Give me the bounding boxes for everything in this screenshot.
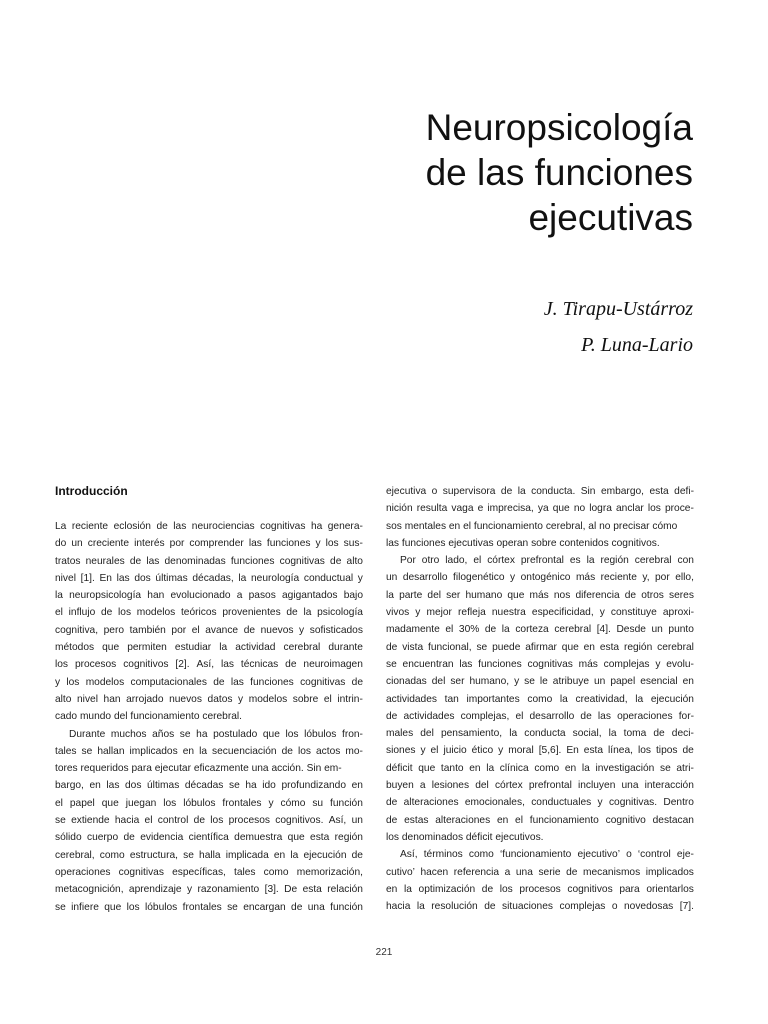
title-line-1: Neuropsicología xyxy=(425,107,693,148)
text-line: se infiere que los lóbulos frontales se encargan de una función xyxy=(55,901,363,913)
text-line: se extiende hacia el control de los procesos cognitivos. Así, un xyxy=(55,815,363,827)
text-line: de estas alteraciones en el funcionamiento cognitivo destacan xyxy=(386,814,694,826)
text-line: tales se hallan implicados en la secuenciación de los actos mo- xyxy=(55,745,363,757)
text-line: bargo, en las dos últimas décadas se ha ido profundizando en xyxy=(55,780,363,792)
text-line: cerebral, como estructura, se halla implicada en la ejecución de xyxy=(55,849,363,861)
text-line: operaciones cognitivas específicas, tales como memorización, xyxy=(55,866,363,878)
text-line: nivel [1]. En las dos últimas décadas, la neurología conductual y xyxy=(55,572,363,584)
text-line: la parte del ser humano que más nos diferencia de otros seres xyxy=(386,589,694,601)
page-number: 221 xyxy=(375,947,393,958)
text-line: madamente el 30% de la corteza cerebral [4]. Desde un punto xyxy=(386,624,694,636)
text-line: de alteraciones emocionales, conductuales y cognitivas. Dentro xyxy=(386,797,694,809)
text-line: La reciente eclosión de las neurociencias cognitivas ha genera- xyxy=(55,521,363,532)
text-line: los procesos cognitivos [2]. Así, las técnicas de neuroimagen xyxy=(55,659,363,671)
text-line: vivos y mejor refleja nuestra especificidad, y constituye aproxi- xyxy=(386,607,694,619)
text-line: tores requeridos para ejecutar eficazmente una acción. Sin em- xyxy=(55,763,342,775)
text-line: sólido cuerpo de evidencia científica demuestra que esta región xyxy=(55,832,363,844)
title-line-2: de las funciones xyxy=(425,152,693,193)
text-line: metacognición, aprendizaje y razonamiento [3]. De esta relación xyxy=(55,884,363,896)
text-line: tratos neurales de las denominadas funciones cognitivas de alto xyxy=(55,555,363,567)
text-line: Así, términos como ‘funcionamiento ejecutivo’ o ‘control eje- xyxy=(400,849,694,861)
text-line: do un creciente interés por comprender las funciones y los sus- xyxy=(55,538,363,550)
text-line: hacia la resolución de situaciones complejas o novedosas [7]. xyxy=(386,901,694,913)
text-line: Durante muchos años se ha postulado que los lóbulos fron- xyxy=(69,728,363,740)
text-line: cionadas del ser humano, y se le atribuye un papel esencial en xyxy=(386,676,694,688)
text-line: cutivo’ hacen referencia a una serie de mecanismos implicados xyxy=(386,866,694,878)
text-line: de actividades complejas, el desarrollo de las operaciones for- xyxy=(386,710,694,722)
text-line: actividades tan importantes como la creatividad, la ejecución xyxy=(386,693,694,705)
text-line: el papel que juegan los lóbulos frontales y cómo su función xyxy=(55,797,363,809)
text-line: un desarrollo filogenético y ontogénico más reciente y, por ello, xyxy=(386,572,694,584)
text-line: el influjo de los modelos teóricos provenientes de la psicología xyxy=(55,607,363,619)
text-line: males del pensamiento, la conducta social, la toma de deci- xyxy=(386,728,694,740)
text-line: déficit que tanto en la clínica como en la investigación se atri- xyxy=(386,762,694,774)
text-line: los denominados déficit ejecutivos. xyxy=(386,831,544,843)
text-line: alto nivel han arrojado nuevos datos y modelos sobre el intrin- xyxy=(55,693,363,705)
text-line: buyen a lesiones del córtex prefrontal incluyen una interacción xyxy=(386,780,694,792)
text-line: ejecutiva o supervisora de la conducta. Sin embargo, esta defi- xyxy=(386,486,694,497)
text-line: las funciones ejecutivas operan sobre contenidos cognitivos. xyxy=(386,537,660,549)
article-title xyxy=(426,105,693,240)
title-line-3: ejecutivas xyxy=(528,197,693,238)
author-2: P. Luna-Lario xyxy=(581,334,693,356)
text-line: y los modelos computacionales de las funciones cognitivas de xyxy=(55,676,363,688)
right-column xyxy=(386,483,694,915)
text-line: cado mundo del funcionamiento cerebral. xyxy=(55,711,242,723)
left-column-body xyxy=(55,518,363,916)
text-line: nición resulta vaga e imprecisa, ya que no logra anclar los proce- xyxy=(386,503,694,515)
text-line: Por otro lado, el córtex prefrontal es la región cerebral con xyxy=(400,555,694,567)
text-line: métodos que permiten estudiar la actividad cerebral durante xyxy=(55,642,363,654)
text-line: de vista funcional, se puede afirmar que en esta región cerebral xyxy=(386,641,694,653)
author-list xyxy=(544,291,693,363)
text-line: en la optimización de los procesos cognitivos para orientarlos xyxy=(386,883,694,895)
section-heading: Introducción xyxy=(55,484,128,498)
text-line: sos mentales en el funcionamiento cerebral, al no precisar cómo xyxy=(386,520,678,532)
text-line: siones y el juicio ético y moral [5,6]. En esta línea, los tipos de xyxy=(386,745,694,757)
author-1: J. Tirapu-Ustárroz xyxy=(543,298,693,320)
text-line: la neuropsicología han evolucionado a pasos agigantados bajo xyxy=(55,590,363,602)
text-line: se encuentran las funciones cognitivas más complejas y evolu- xyxy=(386,658,694,670)
text-line: cognitiva, pero también por el avance de nuevos y sofisticados xyxy=(55,624,363,636)
left-column xyxy=(55,483,363,916)
